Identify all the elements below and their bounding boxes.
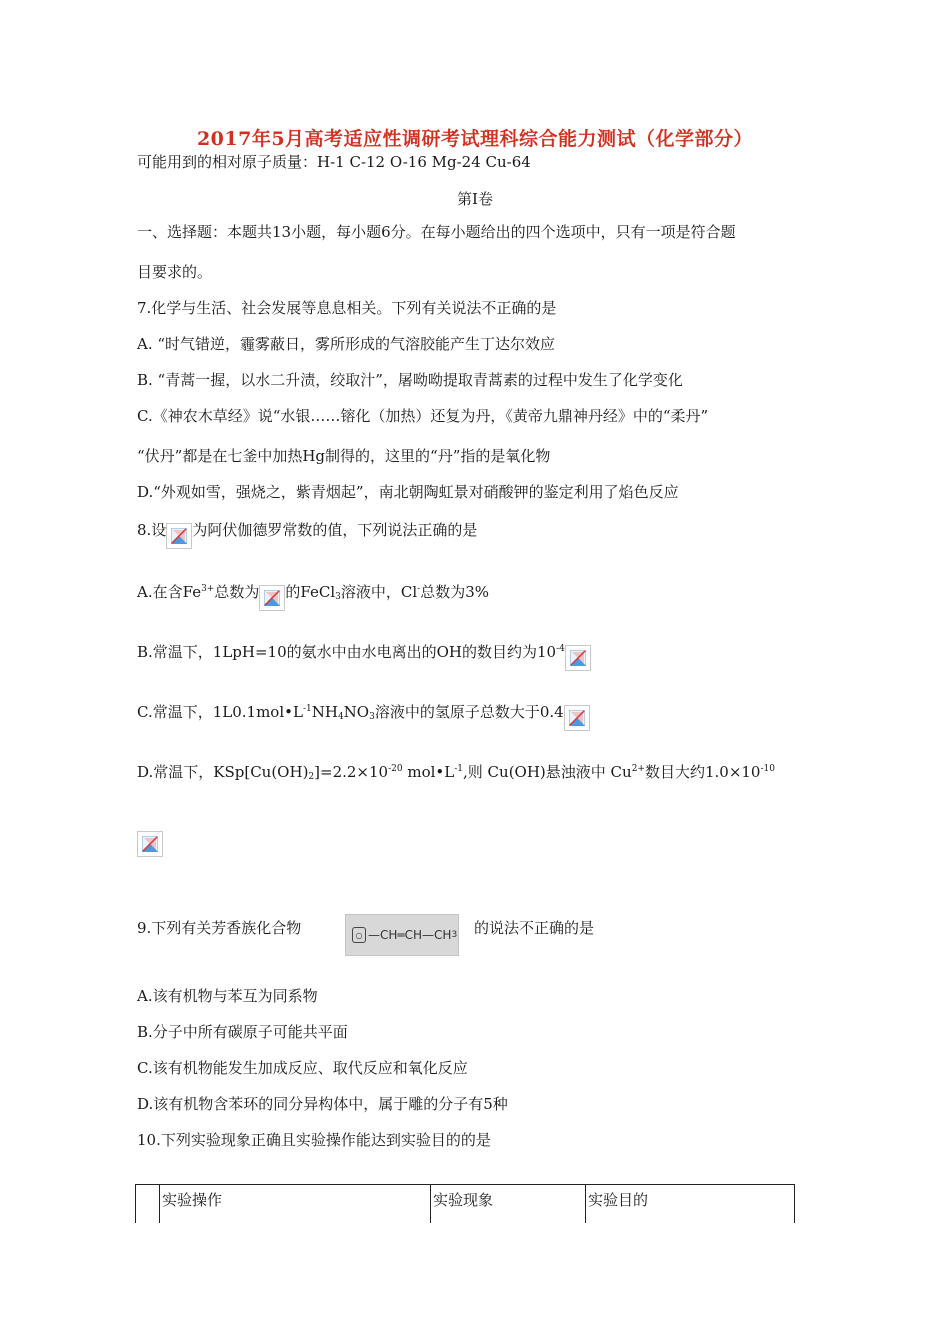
q8-option-b: B.常温下，1LpH=10的氨水中由水电离出的OH的数目约为$10^{-4}$	[137, 642, 591, 671]
q9-option-c: C.该有机物能发生加成反应、取代反应和氧化反应	[137, 1059, 468, 1077]
q9-option-b: B.分子中所有碳原子可能共平面	[137, 1023, 348, 1041]
instructions-line-1: 一、选择题：本题共13小题，每小题6分。在每小题给出的四个选项中，只有一项是符合题	[137, 223, 736, 241]
broken-image-icon	[565, 645, 591, 671]
broken-image-icon	[137, 831, 163, 857]
section-heading: 第Ⅰ卷	[457, 190, 493, 208]
table-header-row	[136, 1185, 795, 1224]
q10-stem: 10.下列实验现象正确且实验操作能达到实验目的的是	[137, 1131, 491, 1149]
instructions-line-2: 目要求的。	[137, 263, 213, 281]
page-title: 2017年5月高考适应性调研考试理科综合能力测试（化学部分）	[196, 128, 754, 150]
broken-image-icon	[166, 523, 192, 549]
table-header-purpose: 实验目的	[586, 1185, 795, 1224]
atomic-mass-line: 可能用到的相对原子质量：H-1 C-12 O-16 Mg-24 Cu-64	[137, 153, 531, 171]
structural-formula-image: ○ —CH═CH—CH 3	[345, 914, 459, 956]
q9-stem-pre: 9.下列有关芳香族化合物	[137, 919, 302, 937]
q7-option-a: A. “时气错逆，霾雾蔽日，雾所形成的气溶胶能产生丁达尔效应	[137, 335, 556, 353]
q8-option-d-image	[137, 828, 163, 857]
q8-option-a: A.在含$Fe^{3+}$总数为 的FeCl$_3$溶液中，Cl-总数为3%	[137, 582, 489, 611]
benzene-ring-icon: ○	[352, 927, 366, 943]
q7-option-d: D.“外观如雪，强烧之，紫青烟起”，南北朝陶虹景对硝酸钾的鉴定利用了焰色反应	[137, 483, 679, 501]
broken-image-icon	[259, 585, 285, 611]
q9-option-d: D.该有机物含苯环的同分异构体中，属于雕的分子有5种	[137, 1095, 508, 1113]
q8-stem: 8.设 为阿伏伽德罗常数的值，下列说法正确的是	[137, 520, 477, 549]
q8-option-c: C.常温下，$1L0.1mol•L^{-1}NH_4NO_3$溶液中的氢原子总数大于0.4	[137, 702, 590, 731]
experiment-table	[135, 1184, 795, 1223]
q9-option-a: A.该有机物与苯互为同系物	[137, 987, 318, 1005]
q7-option-c-line2: “伏丹”都是在七釜中加热Hg制得的，这里的“丹”指的是氧化物	[137, 447, 551, 465]
broken-image-icon	[564, 705, 590, 731]
table-cell-index	[136, 1185, 160, 1224]
table-header-phenomenon: 实验现象	[431, 1185, 586, 1224]
table-header-operation: 实验操作	[160, 1185, 431, 1224]
q9-stem-post: 的说法不正确的是	[474, 919, 595, 937]
q7-option-c-line1: C.《神农木草经》说“水银……镕化（加热）还复为丹，《黄帝九鼎神丹经》中的“柔丹”	[137, 407, 709, 425]
q7-option-b: B. “青蒿一握，以水二升渍，绞取汁”，屠呦呦提取青蒿素的过程中发生了化学变化	[137, 371, 683, 389]
q7-stem: 7.化学与生活、社会发展等息息相关。下列有关说法不正确的是	[137, 299, 557, 317]
q8-option-d: D.常温下，$KSp[Cu(OH)_2]=2.2\times 10^{-20}$ $mol•L^{-1}$,则 Cu(OH)悬浊液中 $Cu^{2+}$数目大约$1.0\times 10^{-10}$	[137, 763, 775, 782]
